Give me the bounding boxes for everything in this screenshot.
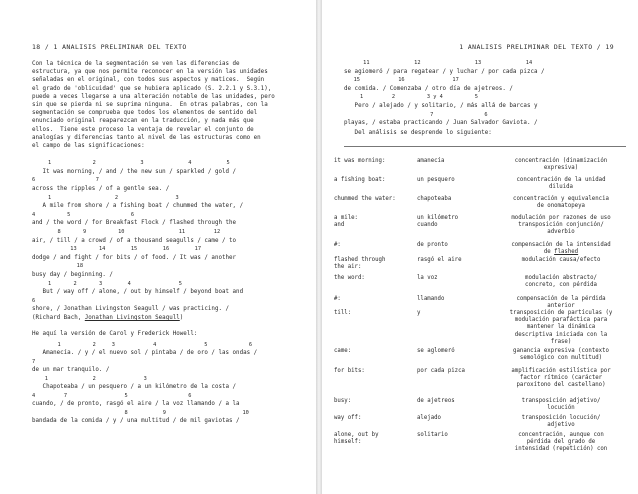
english-text-line: shore, / Jonathan Livingston Seagull / was practicing. / [32,306,230,313]
spanish-term: un pesquero [417,177,455,183]
spanish-text-line: se agiomeró / para regatear / y luchar / por cada pizca / [344,68,545,75]
intro-text-line: puede a veces llegarse a una alteración notable de las unidades, pero [32,93,275,100]
english-term: flashed through the air: [334,257,386,271]
intro-text-line: sin que se pierda ni se suprima ninguna. En otras palabras, con la [32,102,268,108]
english-term: alone, out by himself: [334,432,379,446]
segment-numbers-line: 1 2 3 [32,375,147,382]
english-term: a mile: and [334,215,358,229]
intro-text-line: el campo de las significaciones: [32,143,145,149]
spanish-term: alejado [417,415,441,421]
english-text-line: But / way off / alone, / out by himself / beyond boat and [32,289,244,296]
segment-numbers-line: 4 5 6 [32,211,135,218]
english-term: till: [334,310,352,316]
intro-text-line: segmentación se comprueba que todos los elementos de sentido del [32,110,258,117]
english-text-line: air, / till / a crowd / of a thousand seagulls / came / to [32,237,237,244]
book-title: Jonathan Livingston Seagull [84,315,180,321]
english-term: it was morning: [334,158,386,164]
procedure-note: concentración de la unidad diluida [516,177,606,191]
intro-text-line: el grado de 'oblicuidad' que se hubiera aplicado (S. 2.2.1 y S.3.1), [32,85,272,92]
english-term: #: [334,242,341,248]
english-text-line: busy day / beginning. / [32,272,113,278]
english-text-line: dodge / and fight / for bits / of food. / It was / another [32,254,237,261]
intro-text-line: analogías y diferencias tanto al nivel de las estructuras como en [32,134,261,141]
procedure-note: transposición locución/ adjetivo [521,415,601,429]
right-page-header: 1 ANALISIS PRELIMINAR DEL TEXTO / 19 [459,43,614,51]
segment-numbers-line: 4 7 5 6 [32,392,192,399]
segment-numbers-line: 6 [32,297,36,304]
english-term: for bits: [334,368,365,374]
english-term: #: [334,296,341,302]
english-term: the word: [334,275,365,281]
table-top-rule [344,146,626,147]
english-term: came: [334,348,352,354]
spanish-term: amanecía [417,158,445,164]
intro-text-line: enunciado original reaparezcan en la traducción, y nada más que [32,118,254,125]
spanish-term: rasgó el aire [417,257,462,263]
procedure-note: transposición adjetivo/ locución [521,398,601,412]
spanish-intro-line: He aquí la versión de Carol y Frederick Howell: [32,330,198,337]
english-term: a fishing boat: [334,177,386,183]
emphasized-word: flashed [554,249,579,256]
left-page-header: 18 / 1 ANALISIS PRELIMINAR DEL TEXTO [32,43,187,51]
spanish-text-line: de comida. / Comenzaba / otro día de ajetreos. / [344,85,513,92]
english-term: way off: [334,415,362,421]
segment-numbers-line: 15 16 17 [344,77,459,84]
spanish-term: de pronto [417,242,448,248]
spanish-term: y [417,310,421,316]
spanish-text-line: Pero / alejado / y solitario, / más allá de barcas y [344,103,538,109]
spanish-term: por cada pizca [417,368,465,374]
spanish-text-line: cuando, / de pronto, rasgó el aire / la voz llamando / a la [32,401,240,408]
procedure-note: concentración, aunque con pérdida del grado de intensidad (repetición) con [514,432,608,453]
procedure-note: compensación de la pérdida anterior [516,296,606,310]
english-text-line: A mile from shore / a fishing boat / chummed the water, / [32,203,244,210]
procedure-note: concentración (dinamización expresiva) [514,158,608,172]
procedure-note: transposición de partículas (y modulación parafáctica para mantener la dinámica descriptiva iniciada con la frase) [509,310,613,345]
english-text-line: across the ripples / of a gentle sea. / [32,186,170,192]
intro-text-line: estructura, ya que nos permite reconocer en la versión las unidades [32,69,268,76]
segment-numbers-line: 8 9 10 [32,409,249,416]
procedure-note: amplificación estilística por factor rítmico (carácter paroxítono del castellano) [511,368,611,389]
spanish-text-line: Chapoteaba / un pesquero / a un kilómetro de la costa / [32,384,237,391]
spanish-term: llamando [417,296,445,302]
english-text-line: and / the word / for Breakfast Flock / flashed through the [32,220,237,227]
spanish-text-line: Amanecía. / y / el nuevo sol / pintaba / de oro / las ondas / [32,350,258,357]
intro-text-line: ellos. Tiene este proceso la ventaja de revelar el conjunto de [32,126,254,133]
segment-numbers-line: 6 7 [32,177,99,184]
english-term: busy: [334,398,352,404]
spanish-term: solitario [417,432,448,438]
spanish-text-line: Del análisis se desprende lo siguiente: [344,130,492,137]
procedure-note: compensación de la intensidad de flashed [511,242,611,256]
intro-text-line: Con la técnica de la segmentación se ven las diferencias de [32,61,240,67]
spanish-term: un kilómetro cuando [417,215,459,229]
procedure-note: modulación abstracto/ concreto, con pérdida [525,275,597,289]
spanish-text-line: playas, / estaba practicando / Juan Salvador Gaviota. / [344,120,538,127]
segment-numbers-line: 13 14 15 16 17 [32,246,202,253]
segment-numbers-line: 1 2 3 [32,194,179,201]
procedure-note: concentración y equivalencia de onomatopeya [513,196,609,210]
spanish-term: chapoteaba [417,196,452,202]
spanish-text-line: de un mar tranquilo. / [32,367,110,374]
procedure-note: modulación por razones de uso transposición conjunción/ adverbio [511,215,611,236]
segment-numbers-line: 1 2 3 4 5 [32,160,230,167]
segment-numbers-line: 18 [32,263,84,270]
spanish-term: la voz [417,275,438,281]
spanish-term: se aglomeró [417,348,455,354]
english-term: chummed the water: [334,196,396,202]
segment-numbers-line: 7 6 [344,111,488,118]
procedure-note: ganancia expresiva (contexto semológico con multitud) [513,348,609,362]
spanish-term: de ajetreos [417,398,455,404]
segment-numbers-line: 1 2 3 y 4 5 [344,94,478,101]
english-text-line: (Richard Bach, Jonathan Livingston Seagull) [32,315,184,321]
right-page [322,0,638,494]
segment-numbers-line: 11 12 13 14 [344,60,533,66]
procedure-note: modulación causa/efecto [521,257,601,263]
english-text-line: It was morning, / and / the new sun / sparkled / gold / [32,168,237,175]
segment-numbers-line: 1 2 3 4 5 [32,280,182,287]
segment-numbers-line: 8 9 10 11 12 [32,229,221,235]
segment-numbers-line: 7 [32,358,36,365]
left-page [0,0,316,494]
spanish-text-line: bandada de la comida / y / una multitud / de mil gaviotas / [32,418,240,425]
intro-text-line: señaladas en el original, con todos sus aspectos y matices. Según [32,77,265,84]
segment-numbers-line: 1 2 3 4 5 6 [32,341,253,348]
